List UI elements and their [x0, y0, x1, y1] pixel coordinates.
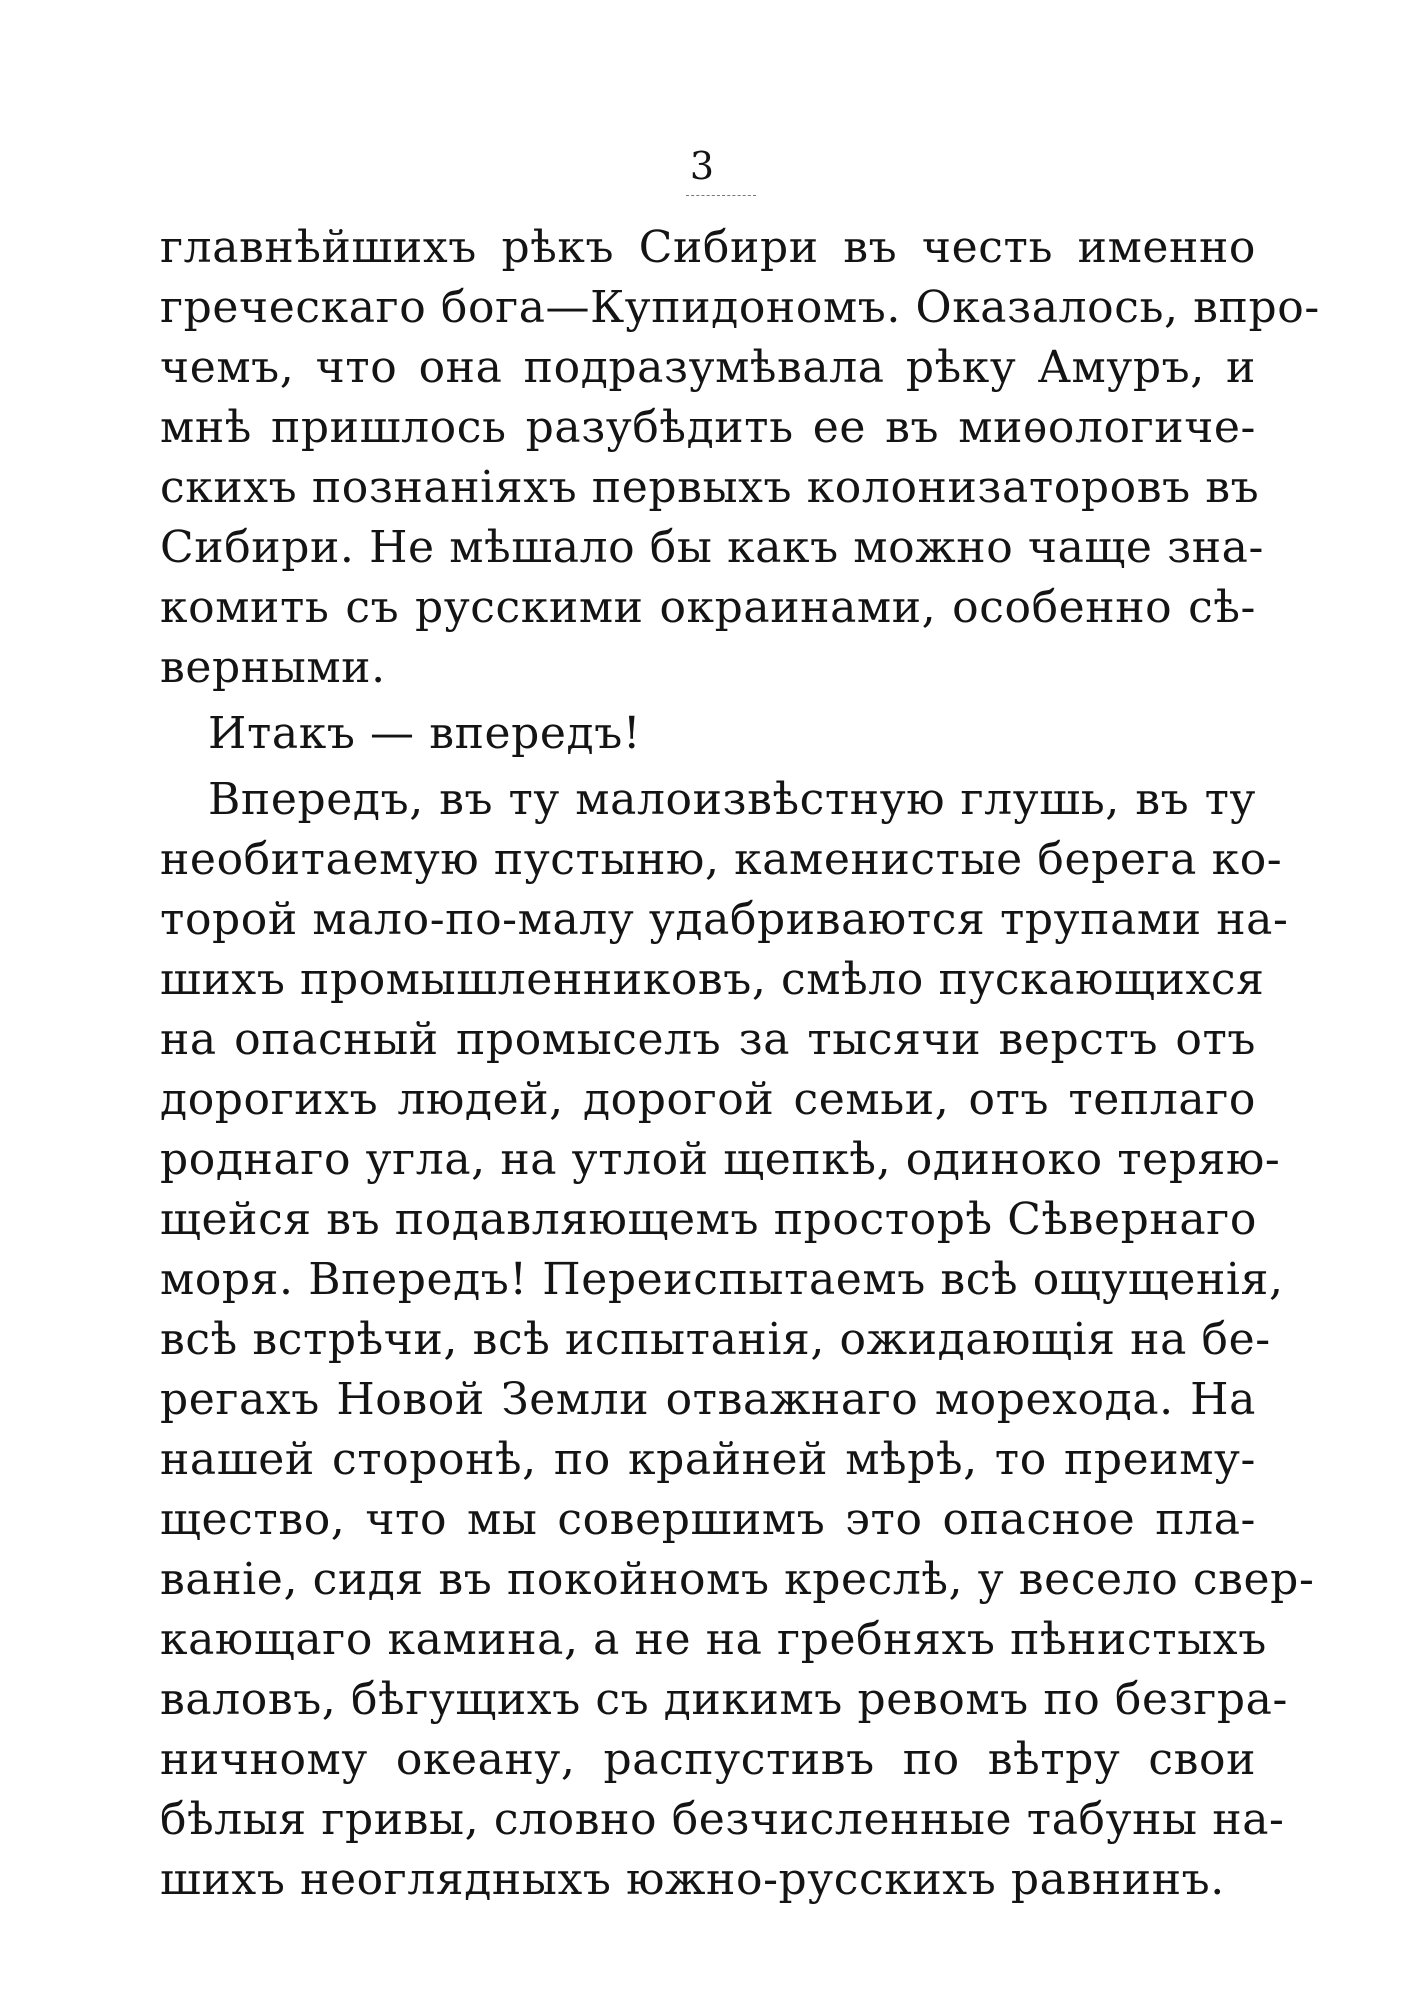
- text-line: шихъ промышленниковъ, смѣло пускающихся: [160, 954, 1265, 1005]
- text-line: дорогихъ людей, дорогой семьи, отъ теплаго: [160, 1074, 1256, 1125]
- text-line: Сибири. Не мѣшало бы какъ можно чаще зна-: [160, 522, 1264, 573]
- text-line: торой мало-по-малу удабриваются трупами на-: [160, 894, 1289, 945]
- text-line: валовъ, бѣгущихъ съ дикимъ ревомъ по безгра-: [160, 1674, 1288, 1725]
- text-line: нашей сторонѣ, по крайней мѣрѣ, то преиму-: [160, 1434, 1256, 1485]
- text-line: необитаемую пустыню, каменистые берега ко-: [160, 834, 1283, 885]
- text-line: Итакъ — впередъ!: [208, 708, 642, 759]
- page-body: [160, 218, 1320, 1910]
- header-rule: [686, 195, 756, 196]
- page-number: 3: [689, 144, 715, 188]
- text-line: моря. Впередъ! Переиспытаемъ всѣ ощущенія,: [160, 1254, 1284, 1305]
- text-line: роднаго угла, на утлой щепкѣ, одиноко теряю-: [160, 1134, 1281, 1185]
- text-line: щество, что мы совершимъ это опасное пла-: [160, 1494, 1256, 1545]
- text-line: комить съ русскими окраинами, особенно сѣ-: [160, 582, 1256, 633]
- text-line: ваніе, сидя въ покойномъ креслѣ, у весело свер-: [160, 1554, 1315, 1605]
- text-line: чемъ, что она подразумѣвала рѣку Амуръ, и: [160, 342, 1256, 393]
- text-line: Впередъ, въ ту малоизвѣстную глушь, въ ту: [208, 774, 1256, 825]
- text-line: скихъ познаніяхъ первыхъ колонизаторовъ въ: [160, 462, 1260, 513]
- text-line: главнѣйшихъ рѣкъ Сибири въ честь именно: [160, 222, 1256, 273]
- text-line: мнѣ пришлось разубѣдить ее въ миѳологиче-: [160, 402, 1256, 453]
- text-line: ничному океану, распустивъ по вѣтру свои: [160, 1734, 1256, 1785]
- text-line: бѣлыя гривы, словно безчисленные табуны на-: [160, 1794, 1285, 1845]
- text-line: всѣ встрѣчи, всѣ испытанія, ожидающія на бе-: [160, 1314, 1271, 1365]
- text-line: шихъ неоглядныхъ южно-русскихъ равнинъ.: [160, 1854, 1225, 1905]
- text-line: на опасный промыселъ за тысячи верстъ отъ: [160, 1014, 1256, 1065]
- text-line: греческаго бога—Купидономъ. Оказалось, впро-: [160, 282, 1320, 333]
- text-line: верными.: [160, 642, 386, 693]
- text-line: регахъ Новой Земли отважнаго морехода. На: [160, 1374, 1256, 1425]
- text-line: кающаго камина, а не на гребняхъ пѣнистыхъ: [160, 1614, 1267, 1665]
- text-line: щейся въ подавляющемъ просторѣ Сѣвернаго: [160, 1194, 1257, 1245]
